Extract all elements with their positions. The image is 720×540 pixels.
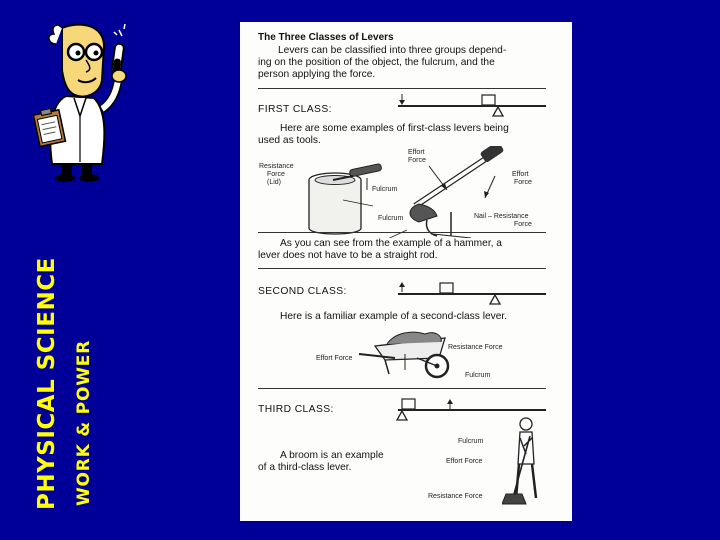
broom-fulcrum-label: Fulcrum [458,438,484,445]
wheelbarrow-resistance-label: Resistance Force [448,344,503,351]
hammer-note-2: lever does not have to be a straight rod. [258,250,438,261]
first-class-text-1: Here are some examples of first-class levers being [280,123,509,134]
wheelbarrow-effort-label: Effort Force [316,355,353,362]
side-subtitle: WORK & POWER [74,339,94,506]
doc-heading: The Three Classes of Levers [258,32,394,43]
first-class-diagram [390,92,550,120]
intro-line-1: Levers can be classified into three groups depend- [278,45,507,56]
resistance-lid-label-1: Resistance [259,163,294,170]
first-class-label: FIRST CLASS: [258,104,332,115]
effort-force-right-label-2: Force [514,179,532,186]
side-title: PHYSICAL SCIENCE [34,257,60,510]
scientist-mascot-icon [20,14,138,184]
first-class-text-2: used as tools. [258,135,321,146]
broom-resistance-label: Resistance Force [428,493,483,500]
nail-resistance-label-2: Force [514,221,532,228]
second-class-diagram [390,277,550,307]
section-divider [258,388,546,389]
effort-force-top-label-1: Effort [408,149,425,156]
hammer-note-1: As you can see from the example of a hammer, a [280,238,502,249]
wheelbarrow-illustration [355,328,475,380]
intro-line-2: ing on the position of the object, the fulcrum, and the [258,57,495,68]
lever-document-page [240,22,572,521]
second-class-label: SECOND CLASS: [258,286,347,297]
fulcrum-can-label: Fulcrum [372,186,398,193]
third-class-label: THIRD CLASS: [258,404,334,415]
resistance-lid-label-2: Force [267,171,285,178]
person-sweeping-illustration [502,414,552,506]
effort-force-right-label-1: Effort [512,171,529,178]
second-class-text: Here is a familiar example of a second-class lever. [280,311,508,322]
section-divider [258,232,546,233]
third-class-text-1: A broom is an example [280,450,384,461]
intro-line-3: person applying the force. [258,69,376,80]
broom-effort-label: Effort Force [446,458,483,465]
nail-resistance-label-1: Nail – Resistance [474,213,529,220]
section-divider [258,88,546,89]
section-divider [258,268,546,269]
effort-force-top-label-2: Force [408,157,426,164]
third-class-text-2: of a third-class lever. [258,462,352,473]
wheelbarrow-fulcrum-label: Fulcrum [465,372,491,379]
resistance-lid-label-3: (Lid) [267,179,282,186]
fulcrum-hammer-label: Fulcrum [378,215,404,222]
